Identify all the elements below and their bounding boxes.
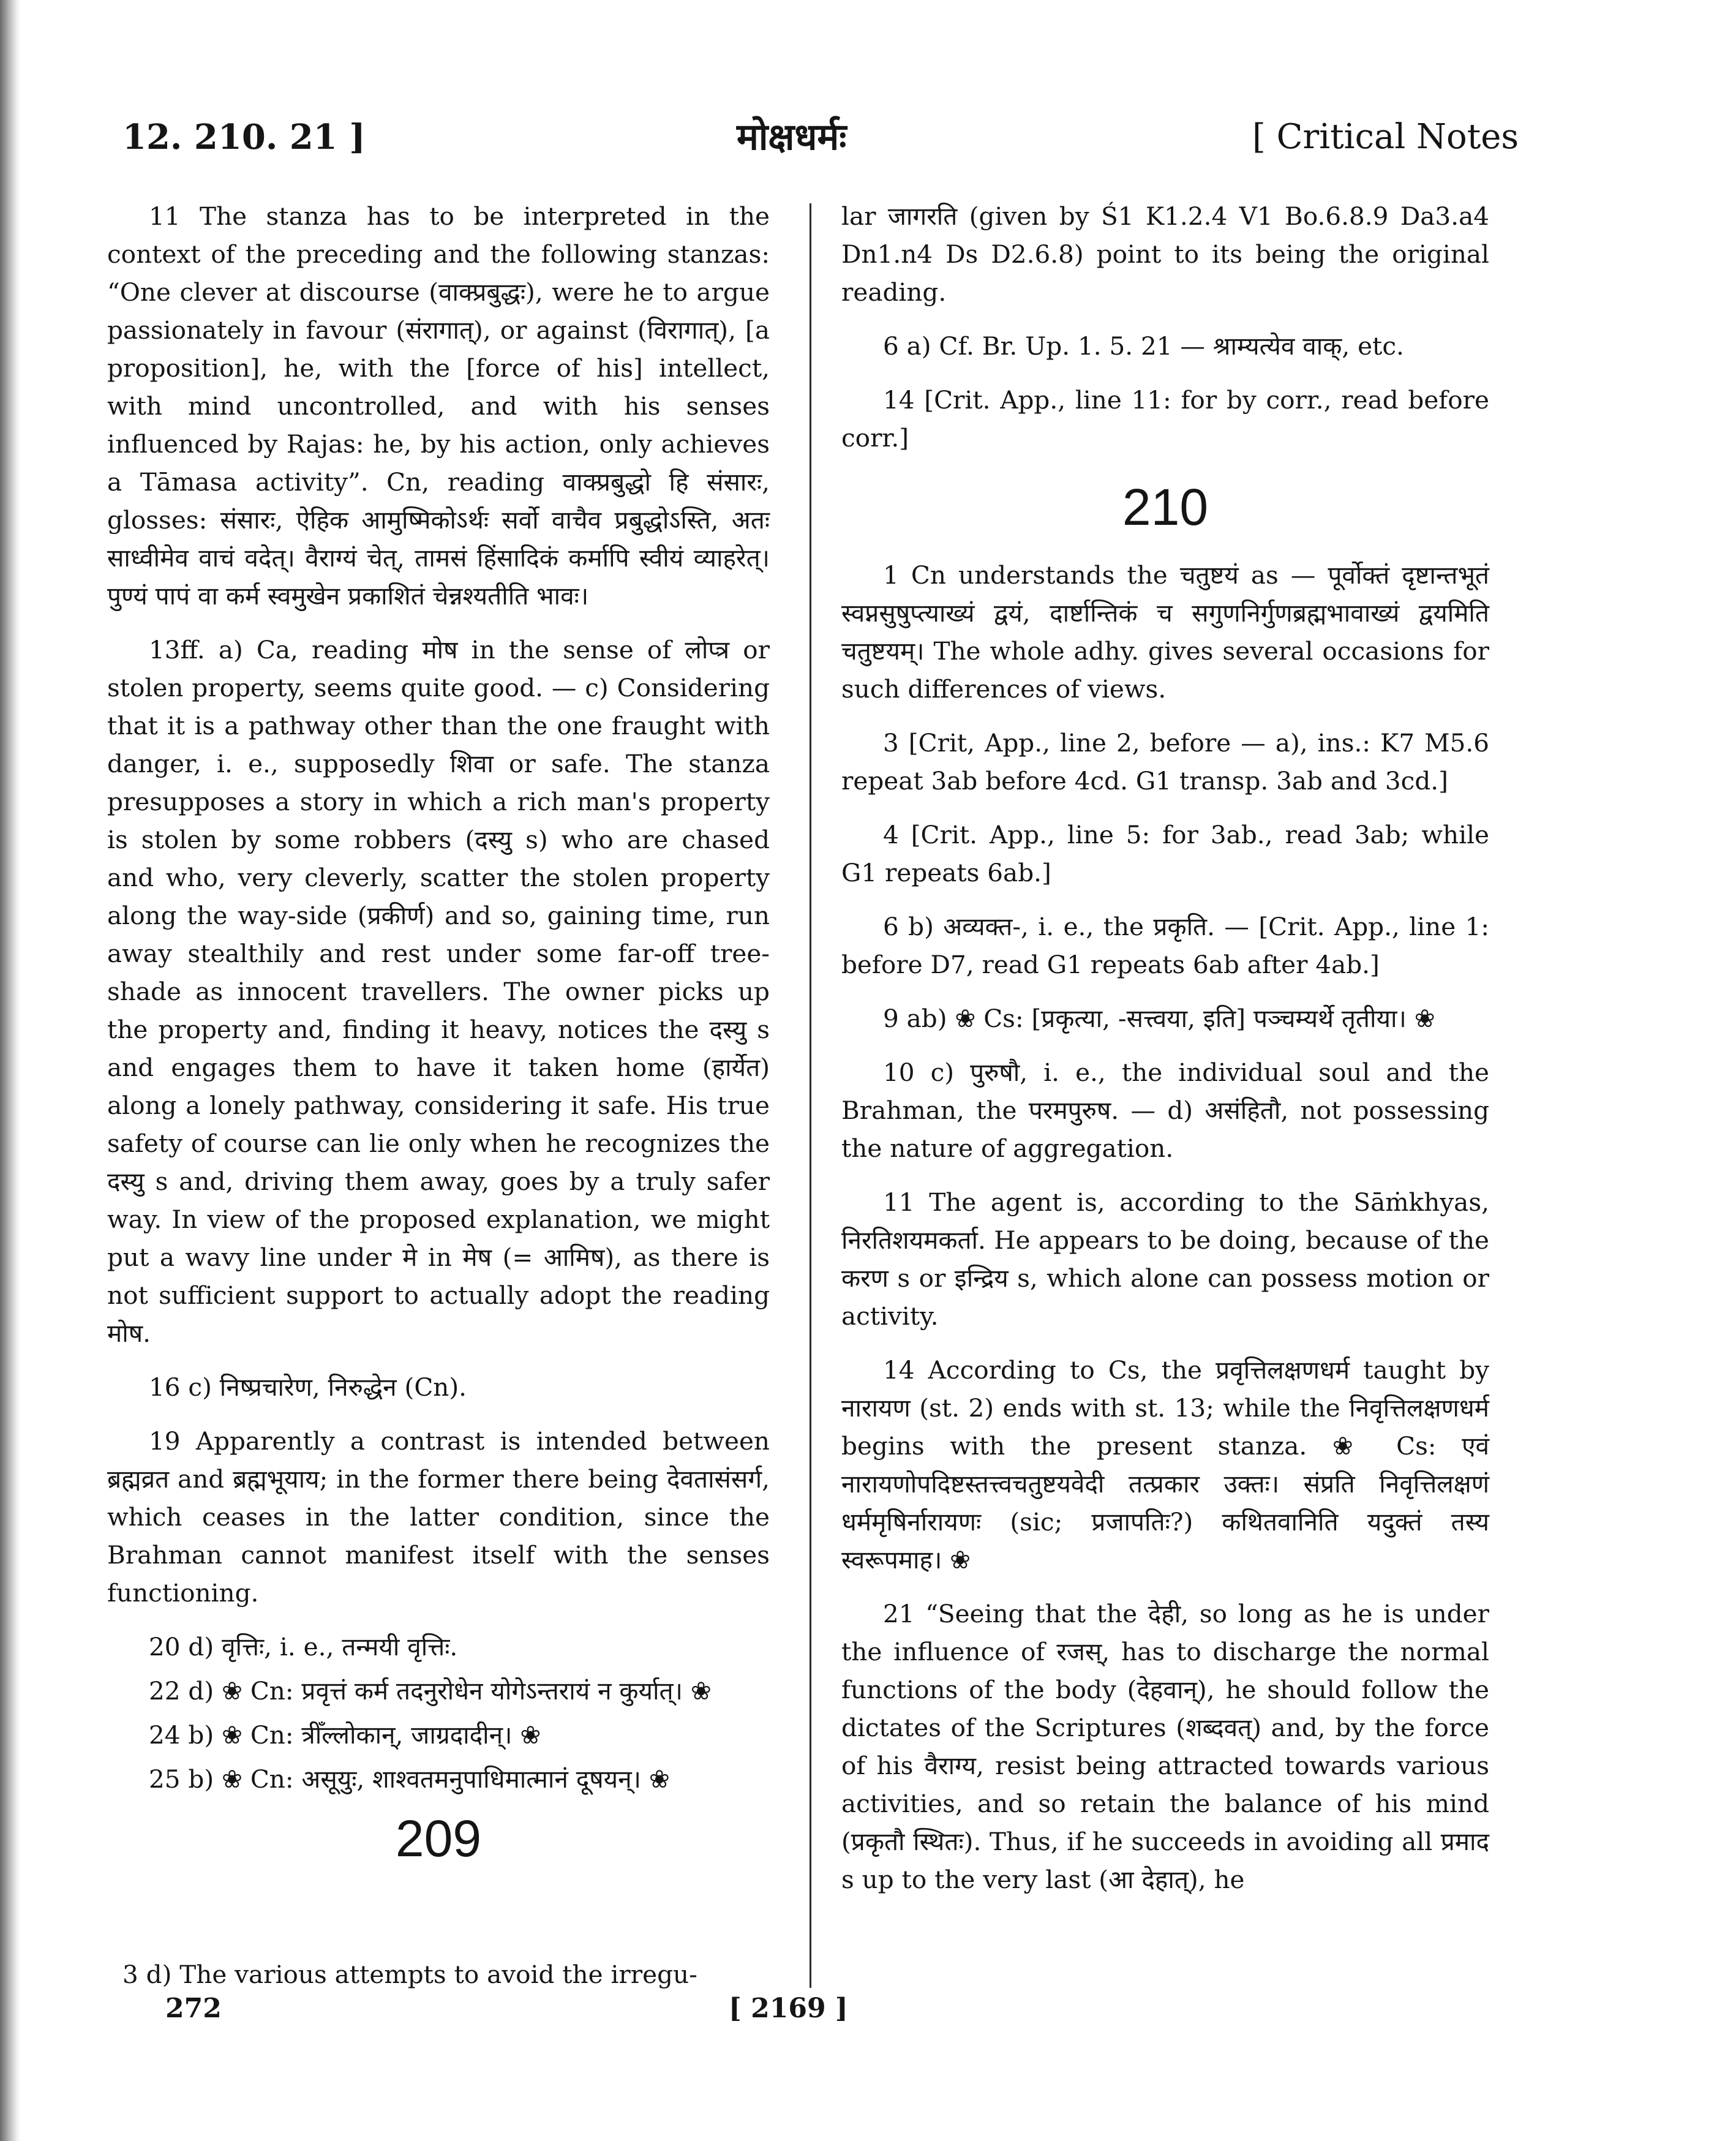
note-paragraph: 22 d) ❀ Cn: प्रवृत्तं कर्म तदनुरोधेन योगेऽन्तरायं न कुर्यात्। ❀ (149, 1676, 712, 1706)
left-column (107, 197, 770, 1887)
note-paragraph-continued: 3 d) The various attempts to avoid the irregu- (122, 1960, 697, 1989)
note-paragraph: 11 The stanza has to be interpreted in the context of the preceding and the following stanzas: “One clever at discourse (वाक्प्रबुद्धः), were he to argue passionately in favour (संरागात्), or against (विरागात्), [a proposition], he, with the [force of his] intellect, with mind uncontrolled, and with his senses influenced by Rajas: he, by his action, only achieves a Tāmasa activity”. Cn, reading वाक्प्रबुद्धो हि संसारः, glosses: संसारः, ऐहिक आमुष्मिकोऽर्थः सर्वो वाचैव प्रबुद्धोऽस्ति, अतः साध्वीमेव वाचं वदेत्। वैराग्यं चेत्, तामसं हिंसादिकं कर्मापि स्वीयं व्याहरेत्। पुण्यं पापं वा कर्म स्वमुखेन प्रकाशितं चेन्नश्यतीति भावः। (107, 201, 770, 611)
note-paragraph: 16 c) निष्प्रचारेण, निरुद्धेन (Cn). (149, 1372, 467, 1402)
header-title: मोक्षधर्मः (737, 116, 847, 159)
note-paragraph: 21 “Seeing that the देही, so long as he is under the influence of रजस्, has to discharge the normal functions of the body (देहवान्), he should follow the dictates of the Scriptures (शब्दवत्) and, by the force of his वैराग्य, resist being attracted towards various activities, and so retain the balance of his mind (प्रकृतौ स्थितः). Thus, if he succeeds in avoiding all प्रमाद s up to the very last (आ देहात्), he (841, 1599, 1489, 1894)
note-paragraph: 14 According to Cs, the प्रवृत्तिलक्षणधर्म taught by नारायण (st. 2) ends with st. 13; while the निवृत्तिलक्षणधर्म begins with the present stanza. ❀ Cs: एवं नारायणोपदिष्टस्तत्त्वचतुष्टयवेदी तत्प्रकार उक्तः। संप्रति निवृत्तिलक्षणं धर्ममृषिर्नारायणः (sic; प्रजापतिः?) कथितवानिति यदुक्तं तस्य स्वरूपमाह। ❀ (841, 1355, 1489, 1575)
note-paragraph: 25 b) ❀ Cn: असूयुः, शाश्वतमनुपाधिमात्मानं दूषयन्। ❀ (149, 1764, 670, 1794)
note-paragraph: 3 [Crit, App., line 2, before — a), ins.: K7 M5.6 repeat 3ab before 4cd. G1 transp. 3ab and 3cd.] (841, 728, 1489, 796)
note-paragraph: 10 c) पुरुषौ, i. e., the individual soul and the Brahman, the परमपुरुष. — d) असंहितौ, not possessing the nature of aggregation. (841, 1058, 1489, 1163)
section-heading-210: 210 (1122, 478, 1209, 536)
note-paragraph: 13ff. a) Ca, reading मोष in the sense of लोप्त्र or stolen property, seems quite good. — c) Considering that it is a pathway other than the one fraught with danger, i. e., supposedly शिवा or safe. The stanza presupposes a story in which a rich man's property is stolen by some robbers (दस्यु s) who are chased and who, very cleverly, scatter the stolen property along the way-side (प्रकीर्ण) and so, gaining time, run away stealthily and rest under some far-off tree-shade as innocent travellers. The owner picks up the property and, finding it heavy, notices the दस्यु s and engages them to have it taken home (हार्येत) along a lonely pathway, considering it safe. His true safety of course can lie only when he recognizes the दस्यु s and, driving them away, goes by a truly safer way. In view of the proposed explanation, we might put a wavy line under मे in मेष (= आमिष), as there is not sufficient support to actually adopt the reading मोष. (107, 635, 770, 1348)
note-paragraph: lar जागरति (given by Ś1 K1.2.4 V1 Bo.6.8.9 Da3.a4 Dn1.n4 Ds D2.6.8) point to its being the original reading. (841, 201, 1489, 307)
page-number: 272 (165, 1993, 222, 2024)
scan-page-edge (0, 0, 21, 2141)
note-paragraph: 6 a) Cf. Br. Up. 1. 5. 21 — श्राम्यत्येव वाक्, etc. (883, 331, 1404, 361)
note-paragraph: 6 b) अव्यक्त-, i. e., the प्रकृति. — [Crit. App., line 1: before D7, read G1 repeats 6ab after 4ab.] (841, 912, 1489, 979)
note-paragraph: 19 Apparently a contrast is intended between ब्रह्मव्रत and ब्रह्मभूयाय; in the former there being देवतासंसर्ग, which ceases in the latter condition, since the Brahman cannot manifest itself with the senses functioning. (107, 1426, 770, 1608)
note-paragraph: 14 [Crit. App., line 11: for by corr., read before corr.] (841, 385, 1489, 453)
column-divider (810, 203, 811, 1988)
note-paragraph: 4 [Crit. App., line 5: for 3ab., read 3ab; while G1 repeats 6ab.] (841, 820, 1489, 887)
page-total-number: [ 2169 ] (729, 1993, 848, 2024)
section-heading-209: 209 (395, 1810, 482, 1867)
note-paragraph: 24 b) ❀ Cn: त्रीँल्लोकान्, जाग्रदादीन्। ❀ (149, 1720, 541, 1750)
note-paragraph: 20 d) वृत्तिः, i. e., तन्मयी वृत्तिः. (149, 1632, 458, 1661)
header-reference: 12. 210. 21 ] (122, 117, 366, 157)
header-section: [ Critical Notes (1252, 117, 1519, 157)
right-column (841, 197, 1489, 1914)
note-paragraph: 1 Cn understands the चतुष्टयं as — पूर्वोक्तं दृष्टान्तभूतं स्वप्नसुषुप्त्याख्यं द्वयं, दार्ष्टान्तिकं च सगुणनिर्गुणब्रह्मभावाख्यं द्वयमिति चतुष्टयम्। The whole adhy. gives several occasions for such differences of views. (841, 560, 1489, 704)
note-paragraph: 9 ab) ❀ Cs: [प्रकृत्या, -सत्त्वया, इति] पञ्चम्यर्थे तृतीया। ❀ (883, 1004, 1435, 1033)
note-paragraph: 11 The agent is, according to the Sāṁkhyas, निरतिशयमकर्ता. He appears to be doing, because of the करण s or इन्द्रिय s, which alone can possess motion or activity. (841, 1187, 1489, 1331)
